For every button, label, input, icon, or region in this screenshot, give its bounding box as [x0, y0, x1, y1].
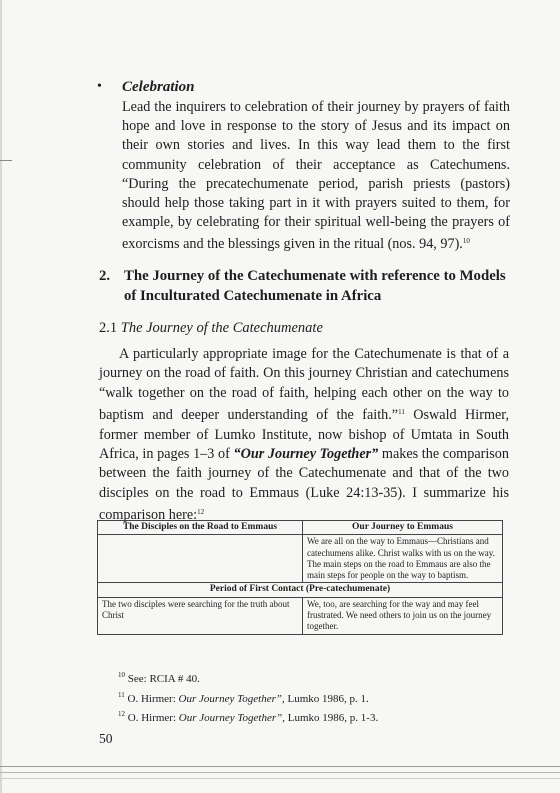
bullet-text: Lead the inquirers to celebration of their journey by prayers of faith hope and love in response to the story of Jesus and its impact on their own stories and lives. In this way lead them to the first community celebration of their acceptance as Catechumens. “During the precatechumenate period, parish priests (pastors) should help those taking part in it with prayers suited to them, for example, by celebrating for their spiritual well-being the prayers of exorcisms and the blessings given in the ritual (nos. 94, 97).: [122, 99, 510, 253]
footnote-number: 12: [118, 710, 125, 718]
paragraph-text: makes the comparison between the faith journey of the Catechumenate and that of the two disciples on the road to Emmaus (Luke 24:13-35). I summarize his comparison here:: [99, 446, 509, 524]
footnote: [118, 688, 378, 708]
table-cell: The two disciples were searching for the truth about Christ: [98, 597, 303, 634]
bottom-rule: [0, 778, 560, 779]
footnote-number: 11: [118, 690, 125, 699]
body-paragraph: [99, 345, 509, 526]
section-number: 2.: [99, 268, 111, 284]
cell-text: The main steps on the road to Emmaus are also the main steps for people on the way to baptism.: [307, 558, 491, 581]
footnote-ref: 11: [398, 408, 405, 417]
period-label: Period of First Contact (Pre-catechumenate): [98, 583, 503, 597]
bullet-marker: •: [97, 79, 102, 94]
table-cell: [98, 535, 303, 583]
footnote-text: , Lumko 1986, p. 1-3.: [282, 712, 379, 724]
footnote-ref: 12: [197, 508, 205, 517]
table-cell: We, too, are searching for the way and may feel frustrated. We need others to join us on the journey together.: [303, 597, 503, 634]
footnote-title: Our Journey Together”: [178, 692, 282, 705]
footnote-text: O. Hirmer:: [125, 712, 179, 724]
footnote-title: Our Journey Together”: [178, 712, 283, 724]
footnotes: [118, 668, 378, 727]
bottom-rule: [0, 766, 560, 767]
book-title: “Our Journey Together”: [233, 446, 379, 463]
table-header-row: [98, 521, 503, 535]
bullet-body: [122, 98, 510, 255]
table-header: Our Journey to Emmaus: [303, 521, 503, 535]
paragraph-text: Oswald Hirmer, former member of Lumko Institute, now bishop of Umtata in South Africa, in pages 1–3 of: [99, 407, 509, 463]
table-row: [98, 583, 503, 597]
crop-mark: [0, 160, 12, 161]
bottom-rule: [0, 772, 560, 773]
subsection-number: 2.1: [99, 320, 118, 336]
footnote-text: See: RCIA # 40.: [125, 673, 200, 685]
page-number: 50: [99, 731, 113, 746]
page-edge: [0, 0, 2, 793]
footnote-ref: 10: [462, 237, 470, 246]
footnote: [118, 668, 378, 688]
paragraph-text: A particularly appropriate image for the Catechumenate is that of a journey on the road of faith. On this journey Christian and catechumens “walk together on the road of faith, helping each other on the way to baptism and deeper understanding of the faith.”: [99, 346, 509, 424]
footnote-text: , Lumko 1986, p. 1.: [282, 692, 369, 705]
comparison-table: [97, 520, 503, 635]
footnote: [118, 707, 378, 727]
section-title: The Journey of the Catechumenate with reference to Models of Inculturated Catechumenate in Africa: [124, 268, 506, 304]
footnote-text: O. Hirmer:: [124, 692, 179, 705]
bullet-heading: Celebration: [122, 79, 195, 95]
cell-text: We are all on the way to Emmaus—Christians and catechumens alike. Christ walks with us on the way.: [307, 536, 495, 558]
subsection-title: The Journey of the Catechumenate: [120, 320, 323, 336]
table-row: [98, 597, 503, 634]
footnote-number: 10: [118, 671, 125, 679]
table-cell: [303, 535, 503, 583]
subsection-heading: [99, 320, 323, 337]
table-row: [98, 535, 503, 583]
table-header: The Disciples on the Road to Emmaus: [98, 521, 303, 535]
